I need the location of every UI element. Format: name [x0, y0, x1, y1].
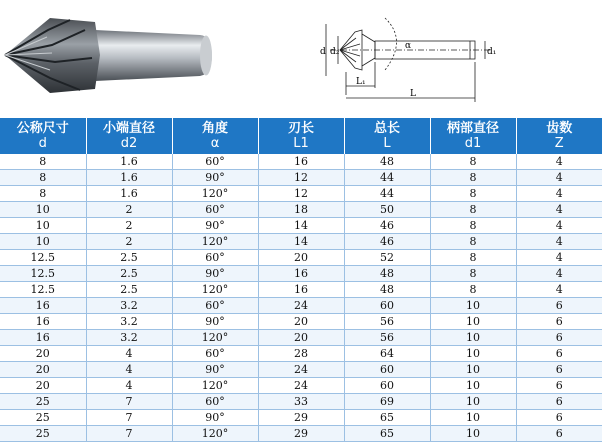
cell-shank-diameter: 8	[430, 250, 516, 266]
cell-shank-diameter: 10	[430, 298, 516, 314]
cell-teeth-count: 4	[516, 234, 602, 250]
cell-overall-length: 56	[344, 330, 430, 346]
cell-angle: 90°	[172, 362, 258, 378]
cell-cutting-length: 24	[258, 362, 344, 378]
table-body	[0, 154, 602, 442]
cell-small-end-diameter: 3.2	[86, 314, 172, 330]
cell-overall-length: 48	[344, 282, 430, 298]
col-header-small-end-diameter	[86, 118, 172, 154]
cell-overall-length: 60	[344, 298, 430, 314]
cell-small-end-diameter: 3.2	[86, 330, 172, 346]
cell-angle: 90°	[172, 314, 258, 330]
cell-teeth-count: 4	[516, 282, 602, 298]
cell-teeth-count: 6	[516, 410, 602, 426]
cell-nominal-size: 8	[0, 186, 86, 202]
cell-shank-diameter: 10	[430, 346, 516, 362]
cell-small-end-diameter: 2	[86, 202, 172, 218]
table-row	[0, 314, 602, 330]
table-row	[0, 154, 602, 170]
cell-overall-length: 48	[344, 154, 430, 170]
cell-angle: 120°	[172, 234, 258, 250]
header-area	[0, 0, 602, 118]
cell-nominal-size: 10	[0, 202, 86, 218]
cell-angle: 60°	[172, 394, 258, 410]
cell-angle: 60°	[172, 154, 258, 170]
cell-nominal-size: 16	[0, 330, 86, 346]
cell-angle: 120°	[172, 282, 258, 298]
cell-overall-length: 65	[344, 410, 430, 426]
cell-cutting-length: 20	[258, 330, 344, 346]
cell-overall-length: 69	[344, 394, 430, 410]
cell-cutting-length: 29	[258, 426, 344, 442]
cell-shank-diameter: 10	[430, 394, 516, 410]
table-row	[0, 362, 602, 378]
table-row	[0, 378, 602, 394]
cell-teeth-count: 6	[516, 394, 602, 410]
cell-overall-length: 52	[344, 250, 430, 266]
cell-cutting-length: 14	[258, 218, 344, 234]
col-header-symbol: L1	[293, 136, 309, 151]
cell-small-end-diameter: 2.5	[86, 266, 172, 282]
table-row	[0, 250, 602, 266]
cell-angle: 120°	[172, 426, 258, 442]
cell-small-end-diameter: 4	[86, 362, 172, 378]
cell-small-end-diameter: 2	[86, 234, 172, 250]
col-header-angle	[172, 118, 258, 154]
cell-cutting-length: 28	[258, 346, 344, 362]
cell-cutting-length: 18	[258, 202, 344, 218]
cell-nominal-size: 25	[0, 394, 86, 410]
cell-overall-length: 48	[344, 266, 430, 282]
table-row	[0, 394, 602, 410]
cell-overall-length: 56	[344, 314, 430, 330]
cell-teeth-count: 6	[516, 314, 602, 330]
table-row	[0, 330, 602, 346]
col-header-symbol: α	[210, 136, 220, 151]
cell-nominal-size: 8	[0, 154, 86, 170]
label-alpha: α	[405, 41, 412, 51]
col-header-shank-diameter	[430, 118, 516, 154]
col-header-overall-length	[344, 118, 430, 154]
table-row	[0, 298, 602, 314]
label-L1: L₁	[356, 77, 366, 87]
cell-small-end-diameter: 2	[86, 218, 172, 234]
cell-teeth-count: 6	[516, 346, 602, 362]
cell-small-end-diameter: 2.5	[86, 282, 172, 298]
cell-nominal-size: 25	[0, 410, 86, 426]
cell-angle: 120°	[172, 186, 258, 202]
label-d2: d₂	[330, 47, 340, 57]
cell-angle: 60°	[172, 250, 258, 266]
cell-cutting-length: 16	[258, 266, 344, 282]
cell-overall-length: 64	[344, 346, 430, 362]
cell-cutting-length: 20	[258, 314, 344, 330]
cell-cutting-length: 29	[258, 410, 344, 426]
cell-teeth-count: 4	[516, 154, 602, 170]
cell-teeth-count: 4	[516, 266, 602, 282]
cell-shank-diameter: 10	[430, 362, 516, 378]
col-header-nominal-size	[0, 118, 86, 154]
cell-shank-diameter: 8	[430, 154, 516, 170]
cell-cutting-length: 24	[258, 298, 344, 314]
col-header-title: 小端直径	[102, 121, 155, 136]
col-header-title: 刃长	[287, 121, 314, 136]
cell-shank-diameter: 8	[430, 282, 516, 298]
cell-nominal-size: 10	[0, 234, 86, 250]
col-header-symbol: Z	[554, 136, 564, 151]
cutter-shank	[95, 30, 212, 81]
cell-overall-length: 60	[344, 362, 430, 378]
cell-small-end-diameter: 1.6	[86, 186, 172, 202]
cell-cutting-length: 24	[258, 378, 344, 394]
cell-small-end-diameter: 4	[86, 346, 172, 362]
cell-small-end-diameter: 4	[86, 378, 172, 394]
cell-small-end-diameter: 2.5	[86, 250, 172, 266]
col-header-title: 柄部直径	[446, 121, 499, 136]
table-row	[0, 218, 602, 234]
col-header-symbol: d1	[464, 136, 482, 151]
cell-cutting-length: 20	[258, 250, 344, 266]
cell-angle: 60°	[172, 202, 258, 218]
cell-overall-length: 46	[344, 218, 430, 234]
cell-cutting-length: 12	[258, 170, 344, 186]
table-row	[0, 234, 602, 250]
cell-shank-diameter: 10	[430, 378, 516, 394]
col-header-title: 齿数	[546, 121, 573, 136]
cell-overall-length: 44	[344, 186, 430, 202]
label-d1: d₁	[487, 47, 497, 57]
cell-teeth-count: 4	[516, 218, 602, 234]
cell-shank-diameter: 10	[430, 426, 516, 442]
cell-nominal-size: 12.5	[0, 250, 86, 266]
col-header-symbol: d2	[120, 136, 138, 151]
cell-nominal-size: 16	[0, 298, 86, 314]
cell-overall-length: 50	[344, 202, 430, 218]
cell-shank-diameter: 10	[430, 410, 516, 426]
cell-teeth-count: 4	[516, 186, 602, 202]
col-header-title: 公称尺寸	[16, 121, 69, 136]
cell-angle: 90°	[172, 170, 258, 186]
col-header-title: 角度	[201, 121, 228, 136]
cell-nominal-size: 20	[0, 362, 86, 378]
cell-nominal-size: 10	[0, 218, 86, 234]
cell-angle: 60°	[172, 346, 258, 362]
cell-small-end-diameter: 1.6	[86, 154, 172, 170]
cell-small-end-diameter: 3.2	[86, 298, 172, 314]
cell-overall-length: 65	[344, 426, 430, 442]
cell-shank-diameter: 8	[430, 218, 516, 234]
cell-teeth-count: 4	[516, 250, 602, 266]
col-header-teeth-count	[516, 118, 602, 154]
cell-cutting-length: 33	[258, 394, 344, 410]
cutter-head	[5, 18, 100, 93]
cell-nominal-size: 12.5	[0, 266, 86, 282]
cell-nominal-size: 12.5	[0, 282, 86, 298]
label-L: L	[410, 89, 416, 99]
cell-teeth-count: 6	[516, 330, 602, 346]
cell-cutting-length: 16	[258, 154, 344, 170]
label-d: d	[320, 47, 326, 57]
cell-angle: 90°	[172, 410, 258, 426]
table-row	[0, 186, 602, 202]
countersink-photo	[0, 0, 240, 110]
cell-small-end-diameter: 7	[86, 394, 172, 410]
cell-overall-length: 60	[344, 378, 430, 394]
cell-nominal-size: 25	[0, 426, 86, 442]
table-header-row	[0, 118, 602, 154]
cell-shank-diameter: 8	[430, 266, 516, 282]
table-row	[0, 282, 602, 298]
cell-teeth-count: 6	[516, 298, 602, 314]
technical-drawing	[300, 10, 500, 110]
col-header-symbol: L	[383, 136, 391, 151]
cell-shank-diameter: 10	[430, 314, 516, 330]
table-row	[0, 266, 602, 282]
cell-nominal-size: 20	[0, 378, 86, 394]
cell-angle: 90°	[172, 218, 258, 234]
cell-nominal-size: 20	[0, 346, 86, 362]
cell-overall-length: 46	[344, 234, 430, 250]
col-header-title: 总长	[373, 121, 400, 136]
cell-overall-length: 44	[344, 170, 430, 186]
col-header-symbol: d	[38, 136, 47, 151]
cell-angle: 120°	[172, 378, 258, 394]
cell-teeth-count: 6	[516, 426, 602, 442]
table-row	[0, 426, 602, 442]
cell-teeth-count: 4	[516, 170, 602, 186]
cell-angle: 90°	[172, 266, 258, 282]
cell-cutting-length: 16	[258, 282, 344, 298]
table-row	[0, 410, 602, 426]
cell-small-end-diameter: 7	[86, 410, 172, 426]
table-row	[0, 202, 602, 218]
cell-angle: 120°	[172, 330, 258, 346]
cell-teeth-count: 6	[516, 378, 602, 394]
table-row	[0, 170, 602, 186]
cell-shank-diameter: 8	[430, 234, 516, 250]
cell-nominal-size: 8	[0, 170, 86, 186]
spec-table	[0, 118, 602, 442]
cell-angle: 60°	[172, 298, 258, 314]
cell-cutting-length: 12	[258, 186, 344, 202]
cell-cutting-length: 14	[258, 234, 344, 250]
cell-nominal-size: 16	[0, 314, 86, 330]
cell-shank-diameter: 8	[430, 170, 516, 186]
col-header-cutting-length	[258, 118, 344, 154]
cell-shank-diameter: 10	[430, 330, 516, 346]
cell-shank-diameter: 8	[430, 202, 516, 218]
cell-small-end-diameter: 7	[86, 426, 172, 442]
cell-small-end-diameter: 1.6	[86, 170, 172, 186]
cell-teeth-count: 6	[516, 362, 602, 378]
cell-teeth-count: 4	[516, 202, 602, 218]
cell-shank-diameter: 8	[430, 186, 516, 202]
table-row	[0, 346, 602, 362]
